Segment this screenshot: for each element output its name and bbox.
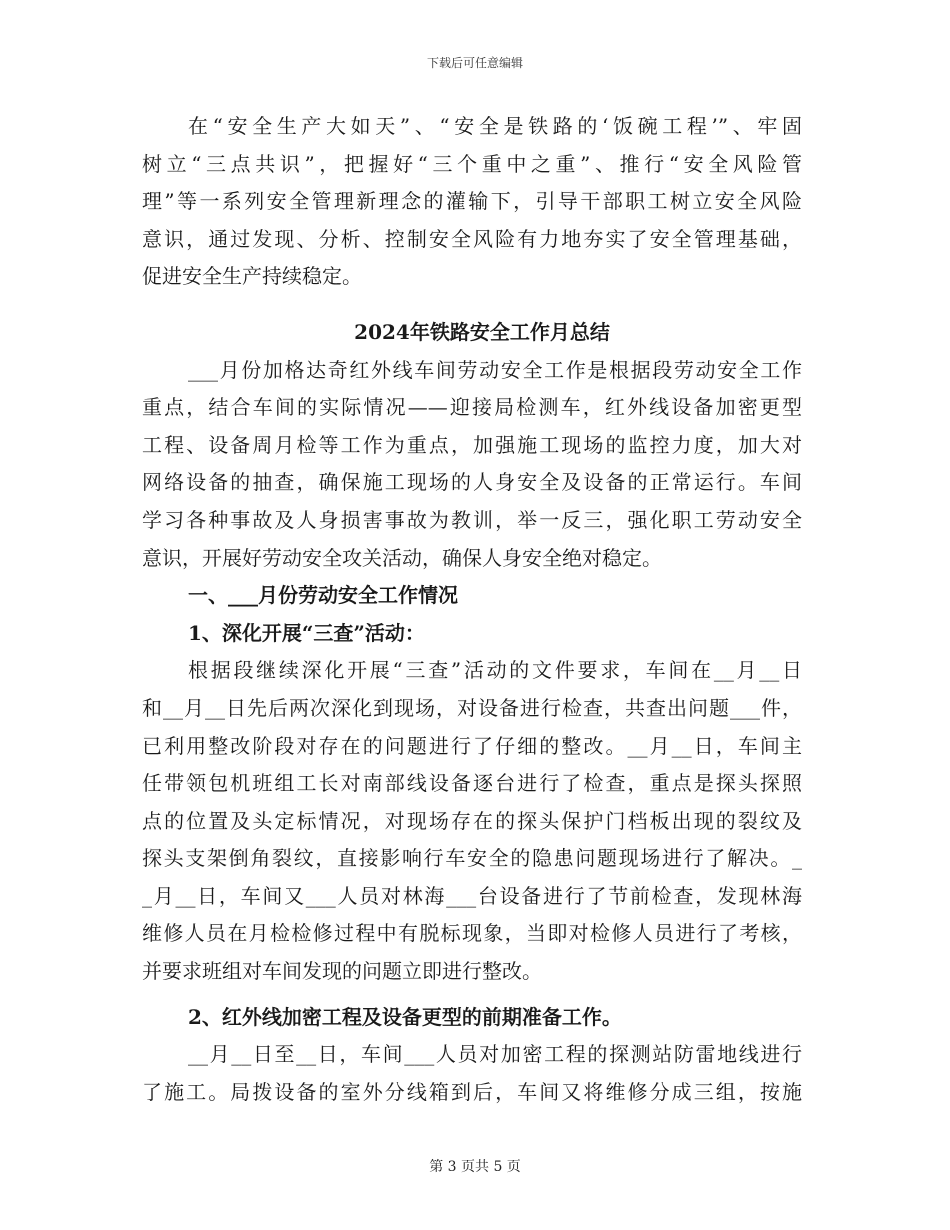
text-line: 学习各种事故及人身损害事故为教训，举一反三，强化职工劳动安全 [142, 507, 802, 532]
text-line: _月__日，车间又___人员对林海___台设备进行了节前检查，发现林海 [142, 883, 802, 908]
document-body [142, 108, 802, 1111]
intro-paragraph [142, 108, 802, 296]
text-line: __月__日至__日，车间___人员对加密工程的探测站防雷地线进行 [188, 1042, 802, 1067]
construction-paragraph [142, 1036, 802, 1111]
summary-paragraph [142, 352, 802, 578]
inspection-paragraph [142, 652, 802, 990]
document-title: 2024年铁路安全工作月总结 [354, 319, 610, 344]
text-line: 树立“三点共识”，把握好“三个重中之重”、推行“安全风险管 [142, 151, 802, 176]
text-line: 重点，结合车间的实际情况——迎接局检测车，红外线设备加密更型 [142, 395, 802, 420]
text-line: 点的位置及头定标情况，对现场存在的探头保护门档板出现的裂纹及 [142, 808, 802, 833]
page-header: 下载后可任意编辑 [426, 56, 523, 70]
text-line: 探头支架倒角裂纹，直接影响行车安全的隐患问题现场进行了解决。_ [142, 846, 802, 871]
text-line: 任带领包机班组工长对南部线设备逐台进行了检查，重点是探头探照 [142, 771, 802, 796]
section-heading-1: 一、___月份劳动安全工作情况 [188, 583, 458, 608]
text-line: 和__月__日先后两次深化到现场，对设备进行检查，共查出问题___件， [142, 695, 802, 720]
text-line: 意识，通过发现、分析、控制安全风险有力地夯实了安全管理基础， [142, 226, 802, 251]
page-footer: 第 3 页共 5 页 [429, 1159, 521, 1175]
text-line: 网络设备的抽查，确保施工现场的人身安全及设备的正常运行。车间 [142, 470, 802, 495]
text-line: 已利用整改阶段对存在的问题进行了仔细的整改。__月__日，车间主 [142, 733, 802, 758]
text-line: 在“安全生产大如天”、“安全是铁路的‘饭碗工程’”、牢固 [188, 114, 802, 138]
subheading-1: 1、深化开展“三查”活动： [188, 620, 425, 645]
text-line: 工程、设备周月检等工作为重点，加强施工现场的监控力度，加大对 [142, 432, 802, 457]
text-line: 根据段继续深化开展“三查”活动的文件要求，车间在__月__日 [188, 658, 802, 683]
text-line: 促进安全生产持续稳定。 [142, 264, 362, 289]
text-line: 并要求班组对车间发现的问题立即进行整改。 [142, 959, 542, 984]
text-line: 理”等一系列安全管理新理念的灌输下，引导干部职工树立安全风险 [142, 189, 802, 214]
text-line: ___月份加格达奇红外线车间劳动安全工作是根据段劳动安全工作 [188, 357, 802, 382]
text-line: 了施工。局拨设备的室外分线箱到后，车间又将维修分成三组，按施 [142, 1079, 802, 1104]
text-line: 意识，开展好劳动安全攻关活动，确保人身安全绝对稳定。 [142, 545, 662, 570]
text-line: 维修人员在月检检修过程中有脱标现象，当即对检修人员进行了考核， [142, 921, 802, 946]
subheading-2: 2、红外线加密工程及设备更型的前期准备工作。 [188, 1004, 622, 1029]
